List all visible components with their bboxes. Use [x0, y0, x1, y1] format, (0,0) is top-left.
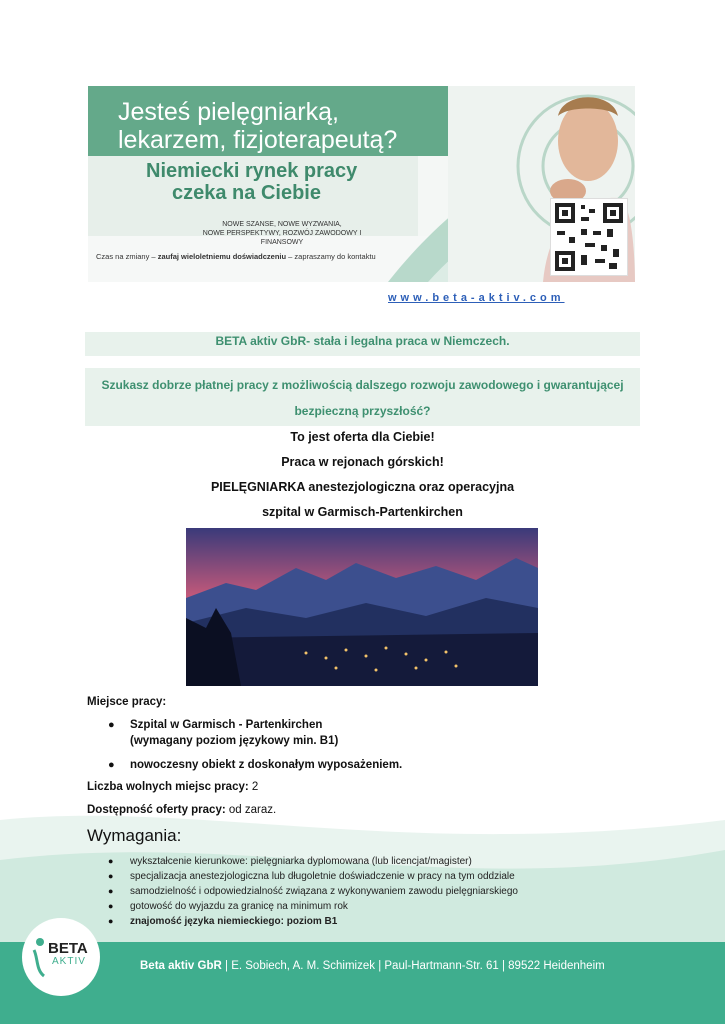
- banner-small-line2: NOWE PERSPEKTYWY, ROZWÓJ ZAWODOWY I FINANSOWY: [202, 230, 362, 246]
- banner-small-text: [192, 220, 372, 247]
- vacancies: [87, 781, 258, 793]
- banner-headline: [118, 98, 397, 154]
- offer-line-1: To jest oferta dla Ciebie!: [290, 430, 435, 444]
- garmisch-night-photo: [186, 528, 538, 686]
- tagline-bold: zaufaj wieloletniemu doświadczeniu: [157, 252, 287, 261]
- bullet-icon: ●: [108, 871, 114, 881]
- availability-label: Dostępność oferty pracy:: [87, 804, 226, 816]
- banner-headline-line1: Jesteś pielęgniarką,: [118, 98, 339, 126]
- footer-text: [140, 960, 605, 972]
- intro-line-3: bezpieczną przyszłość?: [294, 404, 431, 418]
- bullet-icon: ●: [108, 759, 115, 771]
- footer-address: | E. Sobiech, A. M. Schimizek | Paul-Hartmann-Str. 61 | 89522 Heidenheim: [221, 960, 605, 972]
- availability-value: od zaraz.: [225, 804, 277, 816]
- banner-tagline: [96, 252, 376, 261]
- beta-aktiv-logo: [22, 918, 100, 996]
- tagline-pre: Czas na zmiany –: [96, 252, 158, 261]
- website-link[interactable]: www.beta-aktiv.com: [388, 292, 565, 304]
- logo-text-beta: BETA: [48, 940, 88, 957]
- logo-text-aktiv: AKTIV: [52, 956, 86, 967]
- workplace-hospital: Szpital w Garmisch - Partenkirchen: [130, 719, 323, 731]
- bullet-icon: ●: [108, 901, 114, 911]
- requirement-item: gotowość do wyjazdu za granicę na minimum rok: [130, 901, 348, 912]
- intro-line-2: Szukasz dobrze płatnej pracy z możliwością dalszego rozwoju zawodowego i gwarantującej: [101, 378, 624, 392]
- banner-subheadline: [146, 160, 357, 204]
- bullet-icon: ●: [108, 856, 114, 866]
- footer-band: [0, 942, 725, 1024]
- offer-line-3: PIELĘGNIARKA anestezjologiczna oraz operacyjna: [210, 480, 515, 494]
- workplace-facility: nowoczesny obiekt z doskonałym wyposażeniem.: [130, 759, 403, 771]
- footer-company: Beta aktiv GbR: [140, 960, 222, 972]
- banner-subheadline-line2: czeka na Ciebie: [172, 182, 321, 204]
- bullet-icon: ●: [108, 719, 115, 731]
- requirement-item: samodzielność i odpowiedzialność związana z wykonywaniem zawodu pielęgniarskiego: [130, 886, 518, 897]
- qr-code-icon: [550, 198, 628, 276]
- offer-line-4: szpital w Garmisch-Partenkirchen: [262, 505, 463, 519]
- banner-headline-line2: lekarzem, fizjoterapeutą?: [118, 126, 398, 154]
- vacancies-value: 2: [248, 781, 259, 793]
- header-banner: [88, 86, 635, 282]
- tagline-post: – zapraszamy do kontaktu: [286, 252, 376, 261]
- banner-subheadline-line1: Niemiecki rynek pracy: [146, 160, 358, 182]
- workplace-language-level: (wymagany poziom językowy min. B1): [130, 735, 339, 747]
- requirements-heading: Wymagania:: [87, 826, 182, 845]
- workplace-label: Miejsce pracy:: [87, 696, 167, 708]
- requirement-item: wykształcenie kierunkowe: pielęgniarka dyplomowana (lub licencjat/magister): [130, 856, 472, 867]
- bullet-icon: ●: [108, 886, 114, 896]
- requirement-item: specjalizacja anestezjologiczna lub długoletnie doświadczenie w pracy na tym oddziale: [130, 871, 515, 882]
- intro-line-1: BETA aktiv GbR- stała i legalna praca w Niemczech.: [215, 334, 510, 348]
- vacancies-label: Liczba wolnych miejsc pracy:: [87, 781, 249, 793]
- requirement-item: znajomość języka niemieckiego: poziom B1: [130, 916, 338, 927]
- banner-small-line1: NOWE SZANSE, NOWE WYZWANIA,: [222, 221, 342, 228]
- bullet-icon: ●: [108, 916, 114, 926]
- offer-line-2: Praca w rejonach górskich!: [281, 455, 444, 469]
